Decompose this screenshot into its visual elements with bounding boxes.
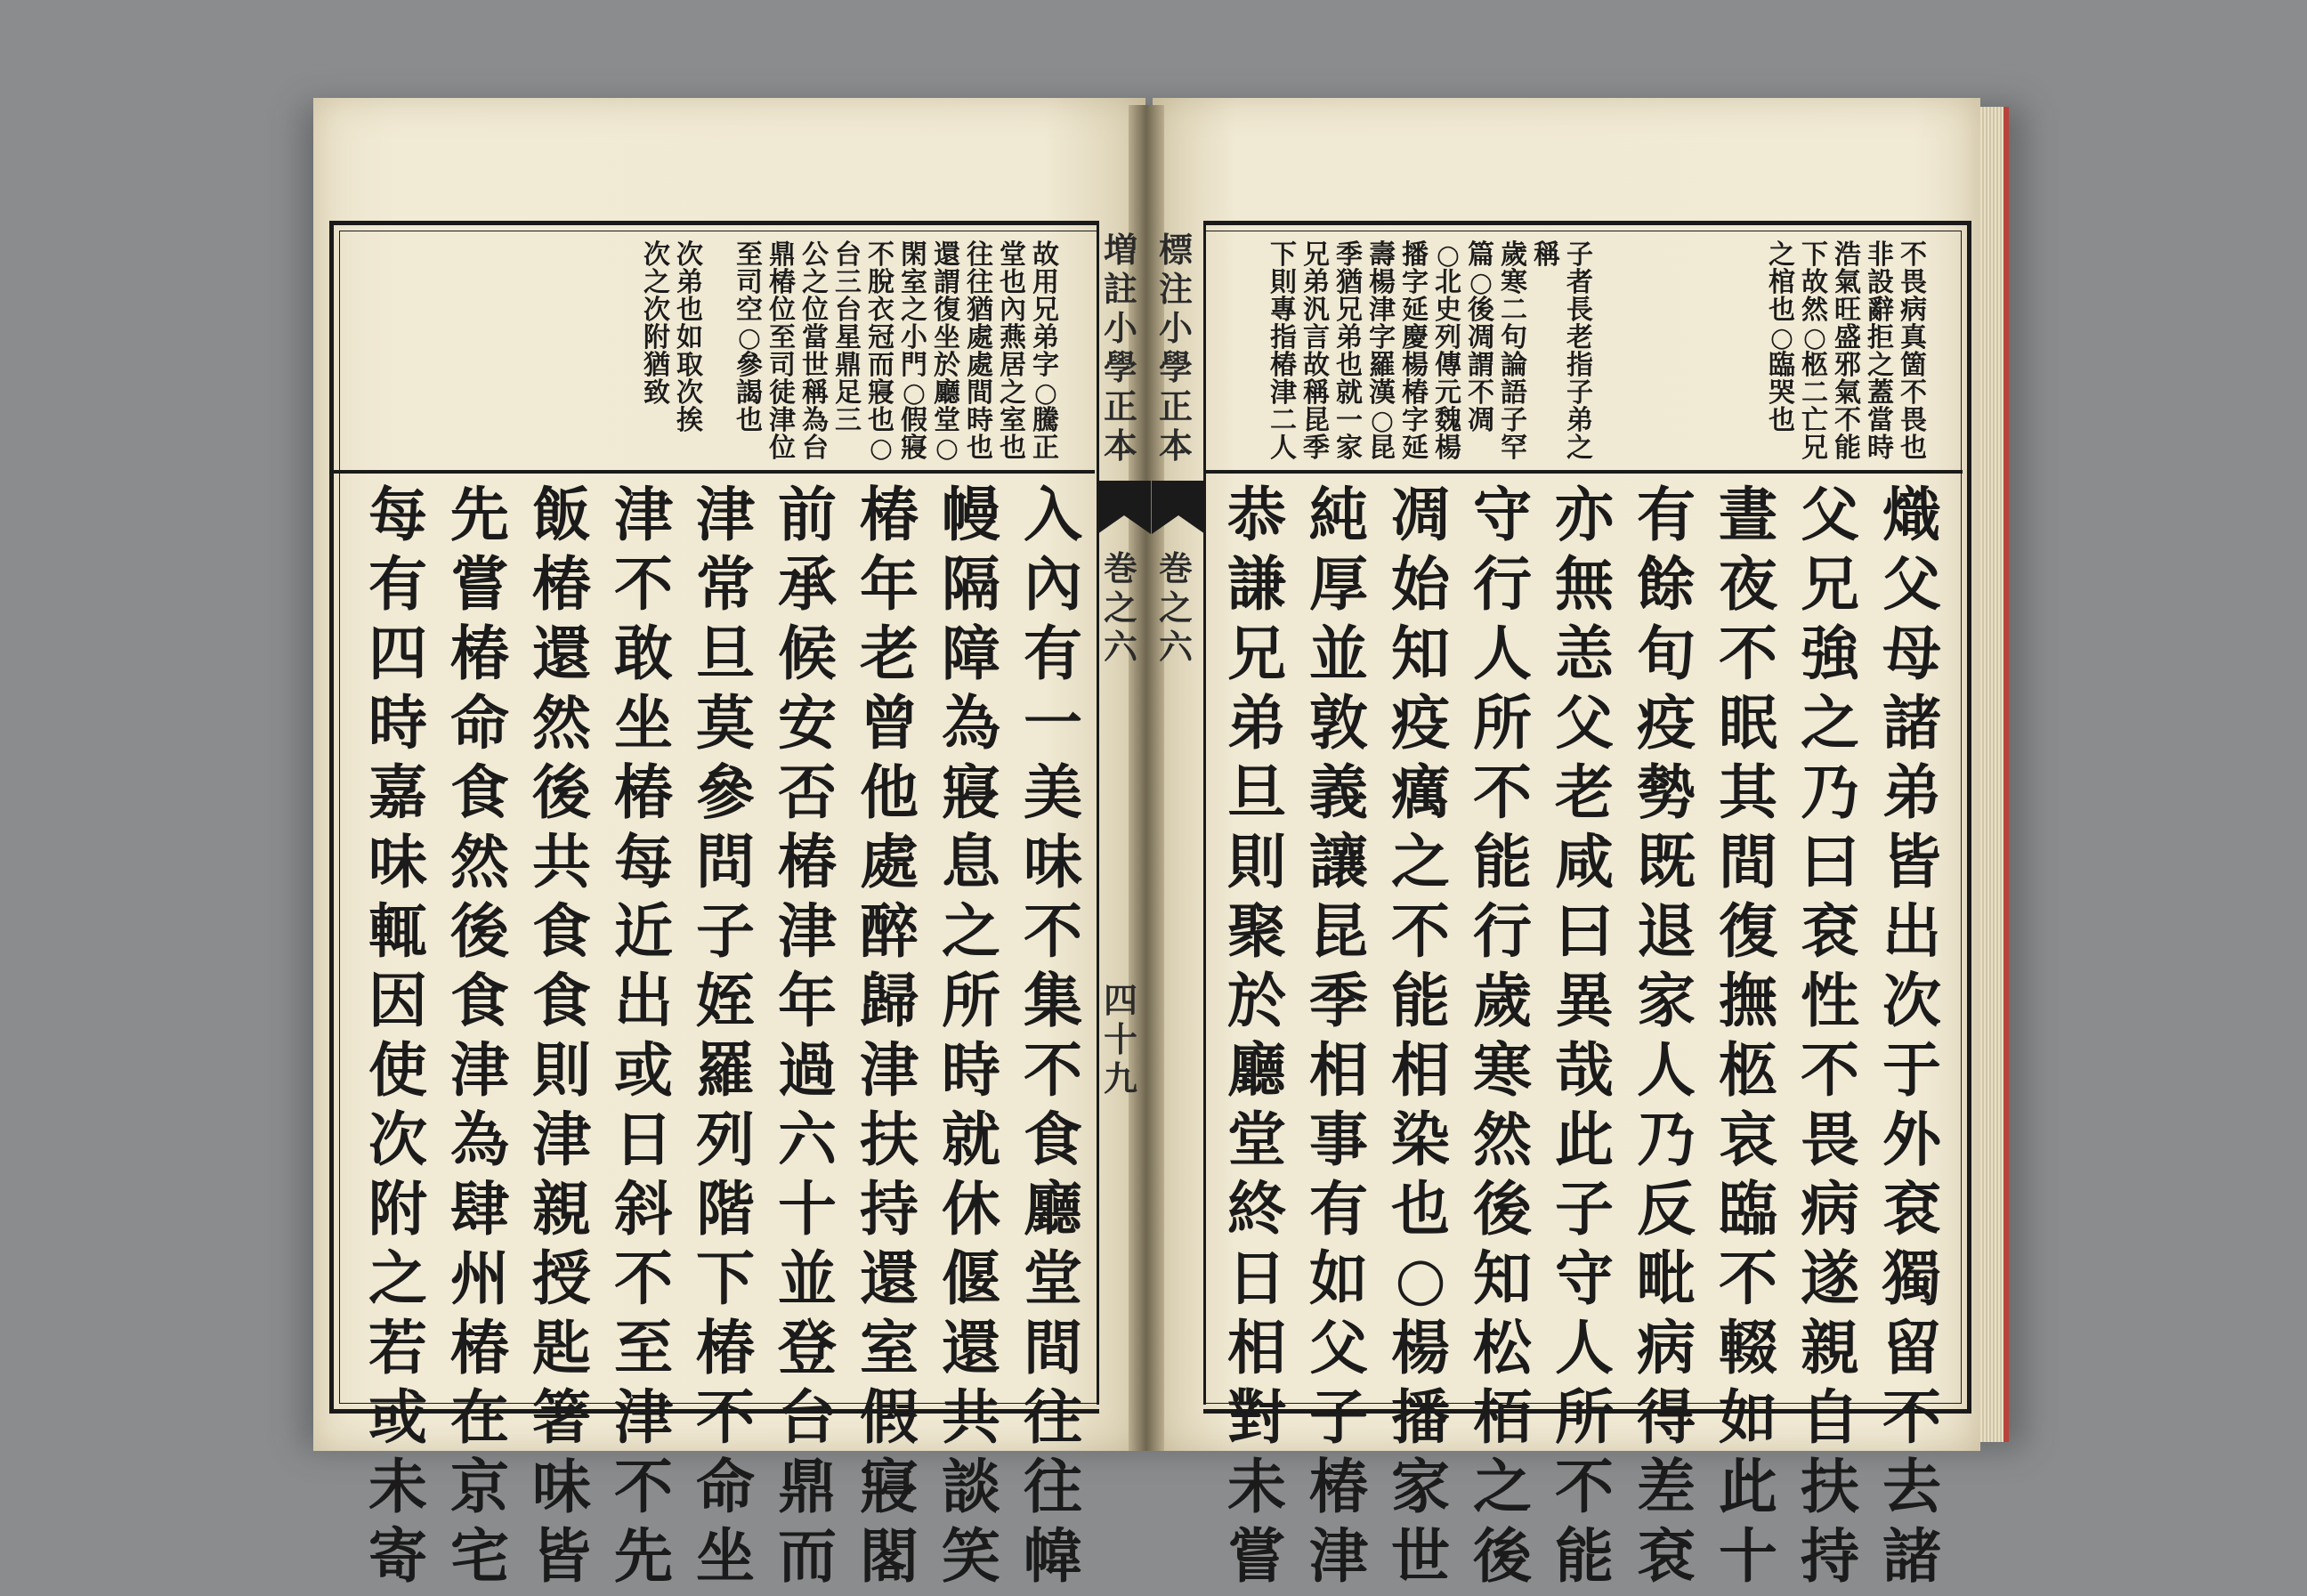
glyph: 標: [1159, 230, 1194, 270]
right-annotation-column: 播 字 延 慶 楊 椿 字 延: [1402, 239, 1429, 464]
glyph: 小: [1104, 308, 1138, 348]
glyph: 小: [1159, 308, 1194, 348]
left-margin-title: [1104, 230, 1138, 468]
glyph: 正: [1104, 386, 1138, 426]
glyph: 六: [1159, 627, 1194, 667]
glyph: 正: [1159, 386, 1194, 426]
left-annotation-column: 鼎 椿 位 至 司 徒 津 位: [769, 239, 796, 464]
right-annotation-column: ○ 北 史 列 傳 元 魏 楊: [1435, 239, 1461, 464]
right-main-column: 有 餘 旬 疫 勢 既 退 家 人 乃 反 毗 病 得 差 袞: [1637, 480, 1696, 1591]
right-annotation-column: 壽 楊 津 字 羅 漢 ○ 昆: [1369, 239, 1396, 464]
right-annotation-column: 稱: [1534, 239, 1560, 271]
right-main-column: 純 厚 並 敦 義 讓 昆 季 相 事 有 如 父 子 椿 津: [1309, 480, 1368, 1591]
left-main-column: 飯 椿 還 然 後 共 食 食 則 津 親 授 匙 箸 味 皆: [532, 480, 591, 1591]
glyph: 九: [1104, 1058, 1138, 1098]
right-main-column: 父 兄 強 之 乃 曰 袞 性 不 畏 病 遂 親 自 扶 持: [1801, 480, 1859, 1591]
left-main-column: 椿 年 老 曾 他 處 醉 歸 津 扶 持 還 室 假 寢 閣: [860, 480, 919, 1591]
left-annotation-column: 不 脫 衣 冠 而 寢 也 ○: [868, 239, 894, 464]
glyph: 十: [1104, 1019, 1138, 1059]
left-annotation-column: 堂 也 內 燕 居 之 室 也: [1000, 239, 1026, 464]
left-annotation-column: 公 之 位 當 世 稱 為 台: [802, 239, 829, 464]
glyph: 本: [1159, 425, 1194, 466]
left-main-column: 入 內 有 一 美 味 不 集 不 食 廳 堂 間 往 往 幃: [1024, 480, 1082, 1591]
glyph: 増: [1104, 230, 1138, 270]
right-main-column: 晝 夜 不 眠 其 間 復 撫 柩 哀 臨 不 輟 如 此 十: [1719, 480, 1777, 1591]
right-annotation-column: 兄 弟 汎 言 故 稱 昆 季: [1303, 239, 1330, 464]
glyph: 注: [1159, 269, 1194, 309]
left-main-column: 先 嘗 椿 命 食 然 後 食 津 為 肆 州 椿 在 京 宅: [450, 480, 509, 1591]
left-main-column: 前 承 候 安 否 椿 津 年 過 六 十 並 登 台 鼎 而: [778, 480, 837, 1591]
right-main-column: 亦 無 恙 父 老 咸 曰 異 哉 此 子 守 人 所 不 能: [1555, 480, 1614, 1591]
left-header-divider: [332, 470, 1095, 474]
left-annotation-column: 故 用 兄 弟 字 ○ 騰 正: [1032, 239, 1059, 464]
glyph: 註: [1104, 269, 1138, 309]
right-annotation-column: 之 棺 也 ○ 臨 哭 也: [1769, 239, 1795, 436]
right-header-divider: [1203, 470, 1963, 474]
left-annotation-column: 閑 室 之 小 門 ○ 假 寢: [901, 239, 927, 464]
glyph: 四: [1104, 980, 1138, 1020]
glyph: 之: [1104, 587, 1138, 628]
right-annotation-column: 不 畏 病 真 箇 不 畏 也: [1900, 239, 1927, 464]
right-main-column: 熾 父 母 諸 弟 皆 出 次 于 外 袞 獨 留 不 去 諸: [1882, 480, 1941, 1591]
right-annotation-column: 浩 氣 旺 盛 邪 氣 不 能: [1834, 239, 1861, 464]
left-annotation-column: 往 往 猶 處 處 間 時 也: [967, 239, 993, 464]
right-margin-volume: [1159, 548, 1194, 669]
left-main-column: 津 不 敢 坐 椿 每 近 出 或 日 斜 不 至 津 不 先: [614, 480, 673, 1591]
right-annotation-column: 篇 ○ 後 凋 謂 不 凋: [1468, 239, 1494, 436]
glyph: 學: [1159, 347, 1194, 387]
right-annotation-column: 歲 寒 二 句 論 語 子 罕: [1501, 239, 1527, 464]
right-annotation-column: 子 者 長 老 指 子 弟 之: [1566, 239, 1593, 464]
right-annotation-column: 季 猶 兄 弟 也 就 一 家: [1336, 239, 1363, 464]
glyph: 巻: [1159, 548, 1194, 588]
right-margin-title: [1159, 230, 1194, 468]
left-annotation-column: 次 之 次 附 猶 致: [644, 239, 670, 409]
left-annotation-column: 次 弟 也 如 取 次 挨: [676, 239, 703, 436]
left-page-number: [1104, 980, 1138, 1101]
page-edge: [1980, 107, 2005, 1442]
glyph: 六: [1104, 627, 1138, 667]
glyph: 本: [1104, 425, 1138, 466]
left-annotation-column: 還 謂 復 坐 於 廳 堂 ○: [934, 239, 960, 464]
left-annotation-column: 台 三 台 星 鼎 足 三: [835, 239, 862, 436]
left-margin-volume: [1104, 548, 1138, 669]
right-annotation-column: 非 設 辭 拒 之 蓋 當 時: [1867, 239, 1894, 464]
right-annotation-column: 下 故 然 ○ 柩 二 亡 兄: [1801, 239, 1828, 464]
glyph: 之: [1159, 587, 1194, 628]
glyph: 巻: [1104, 548, 1138, 588]
right-main-column: 凋 始 知 疫 癘 之 不 能 相 染 也 ○ 楊 播 家 世: [1391, 480, 1450, 1591]
left-main-column: 津 常 旦 莫 參 問 子 姪 羅 列 階 下 椿 不 命 坐: [696, 480, 755, 1591]
left-main-column: 幔 隔 障 為 寢 息 之 所 時 就 休 偃 還 共 談 笑: [942, 480, 1000, 1591]
glyph: 學: [1104, 347, 1138, 387]
right-annotation-column: 下 則 專 指 椿 津 二 人: [1270, 239, 1297, 464]
right-main-column: 守 行 人 所 不 能 行 歲 寒 然 後 知 松 栢 之 後: [1473, 480, 1532, 1591]
left-main-column: 每 有 四 時 嘉 味 輒 因 使 次 附 之 若 或 未 寄: [368, 480, 427, 1591]
right-main-column: 恭 謙 兄 弟 旦 則 聚 於 廳 堂 終 日 相 對 未 嘗: [1227, 480, 1286, 1591]
left-annotation-column: 至 司 空 ○ 參 謁 也: [736, 239, 763, 436]
